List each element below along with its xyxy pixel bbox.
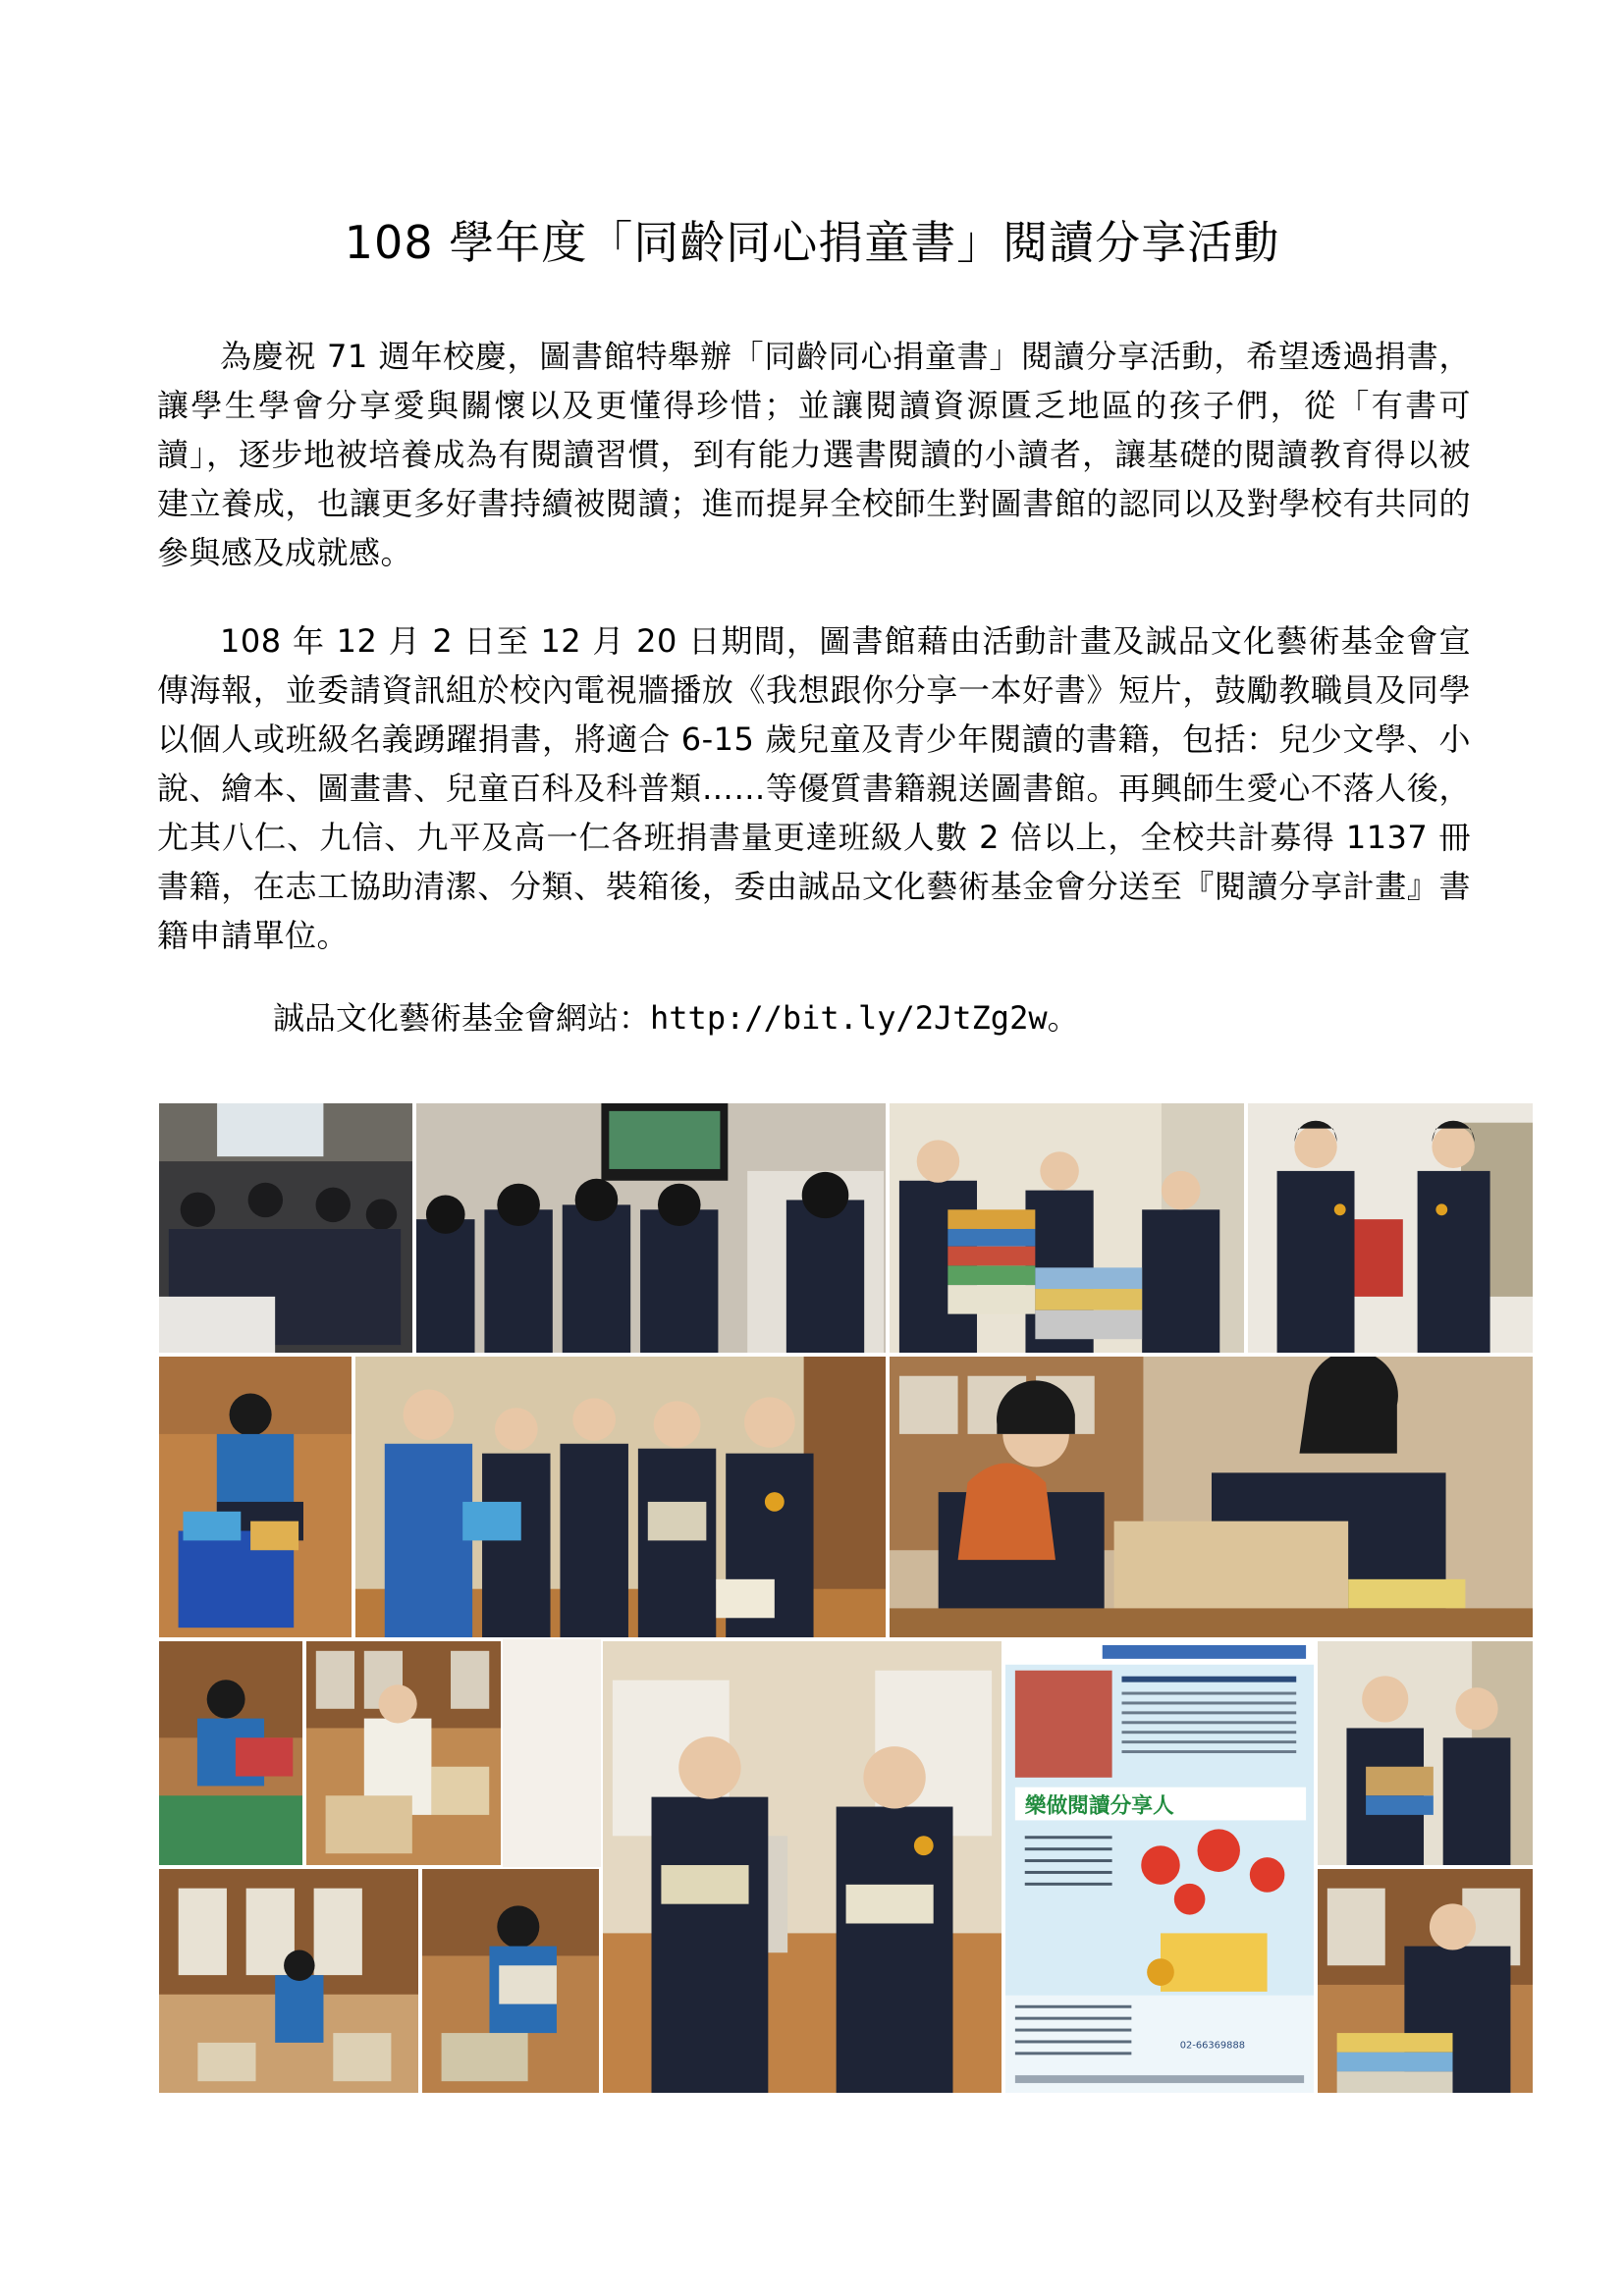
- intro-paragraph: 為慶祝 71 週年校慶，圖書館特舉辦「同齡同心捐童書」閱讀分享活動，希望透過捐書，讓學生學會分享愛與關懷以及更懂得珍惜；並讓閱讀資源匱乏地區的孩子們，從「有書可讀」，逐步地被培養成為有閱讀習慣，到有能力選書閱讀的小讀者，讓基礎的閱讀教育得以被建立養成，也讓更多好書持續被閱讀；進而提昇全校師生對圖書館的認同以及對學校有共同的參與感及成就感。: [157, 338, 1471, 571]
- poster-phone: 02-66369888: [1179, 2040, 1246, 2052]
- photo-five-boys-books: [353, 1355, 888, 1639]
- photo-campaign-poster: [1003, 1639, 1316, 2095]
- photo-students-tv: [414, 1101, 888, 1355]
- photo-classroom-video: [157, 1101, 414, 1355]
- website-end: 。: [1047, 999, 1079, 1037]
- photo-boys-holding-books: [1316, 1639, 1535, 1867]
- photo-library-bookshelves: [157, 1867, 420, 2095]
- website-line: [273, 993, 1079, 1042]
- photo-two-boys-library: [601, 1639, 1003, 2095]
- photo-volunteer-sorting: [157, 1355, 353, 1639]
- photo-boys-boxes: [304, 1639, 503, 1867]
- photo-boy-stacking-books: [1316, 1867, 1535, 2095]
- photo-girls-packing-box: [888, 1355, 1535, 1639]
- photo-volunteer-reading: [420, 1867, 601, 2095]
- website-link[interactable]: http://bit.ly/2JtZg2w: [650, 999, 1048, 1037]
- photo-two-girls: [1246, 1101, 1535, 1355]
- page-title: 108 學年度「同齡同心捐童書」閱讀分享活動: [344, 216, 1280, 269]
- website-label: 誠品文化藝術基金會網站：: [273, 999, 651, 1037]
- photo-volunteer-boxes: [157, 1639, 304, 1867]
- poster-title: 樂做閱讀分享人: [1024, 1793, 1174, 1819]
- activity-paragraph: 108 年 12 月 2 日至 12 月 20 日期間，圖書館藉由活動計畫及誠品文化藝術基金會宣傳海報，並委請資訊組於校內電視牆播放《我想跟你分享一本好書》短片，鼓勵教職員及同學以個人或班級名義踴躍捐書，將適合 6-15 歲兒童及青少年閱讀的書籍，包括：兒少文學、小說、繪本、圖畫書、兒童百科及科普類……等優質書籍親送圖書館。再興師生愛心不落人後，尤其八仁、九信、九平及高一仁各班捐書量更達班級人數 2 倍以上，全校共計募得 1137 冊書籍，在志工協助清潔、分類、裝箱後，委由誠品文化藝術基金會分送至『閱讀分享計畫』書籍申請單位。: [157, 622, 1471, 954]
- photo-collage: [157, 1101, 1535, 2095]
- photo-boys-book-stack: [888, 1101, 1246, 1355]
